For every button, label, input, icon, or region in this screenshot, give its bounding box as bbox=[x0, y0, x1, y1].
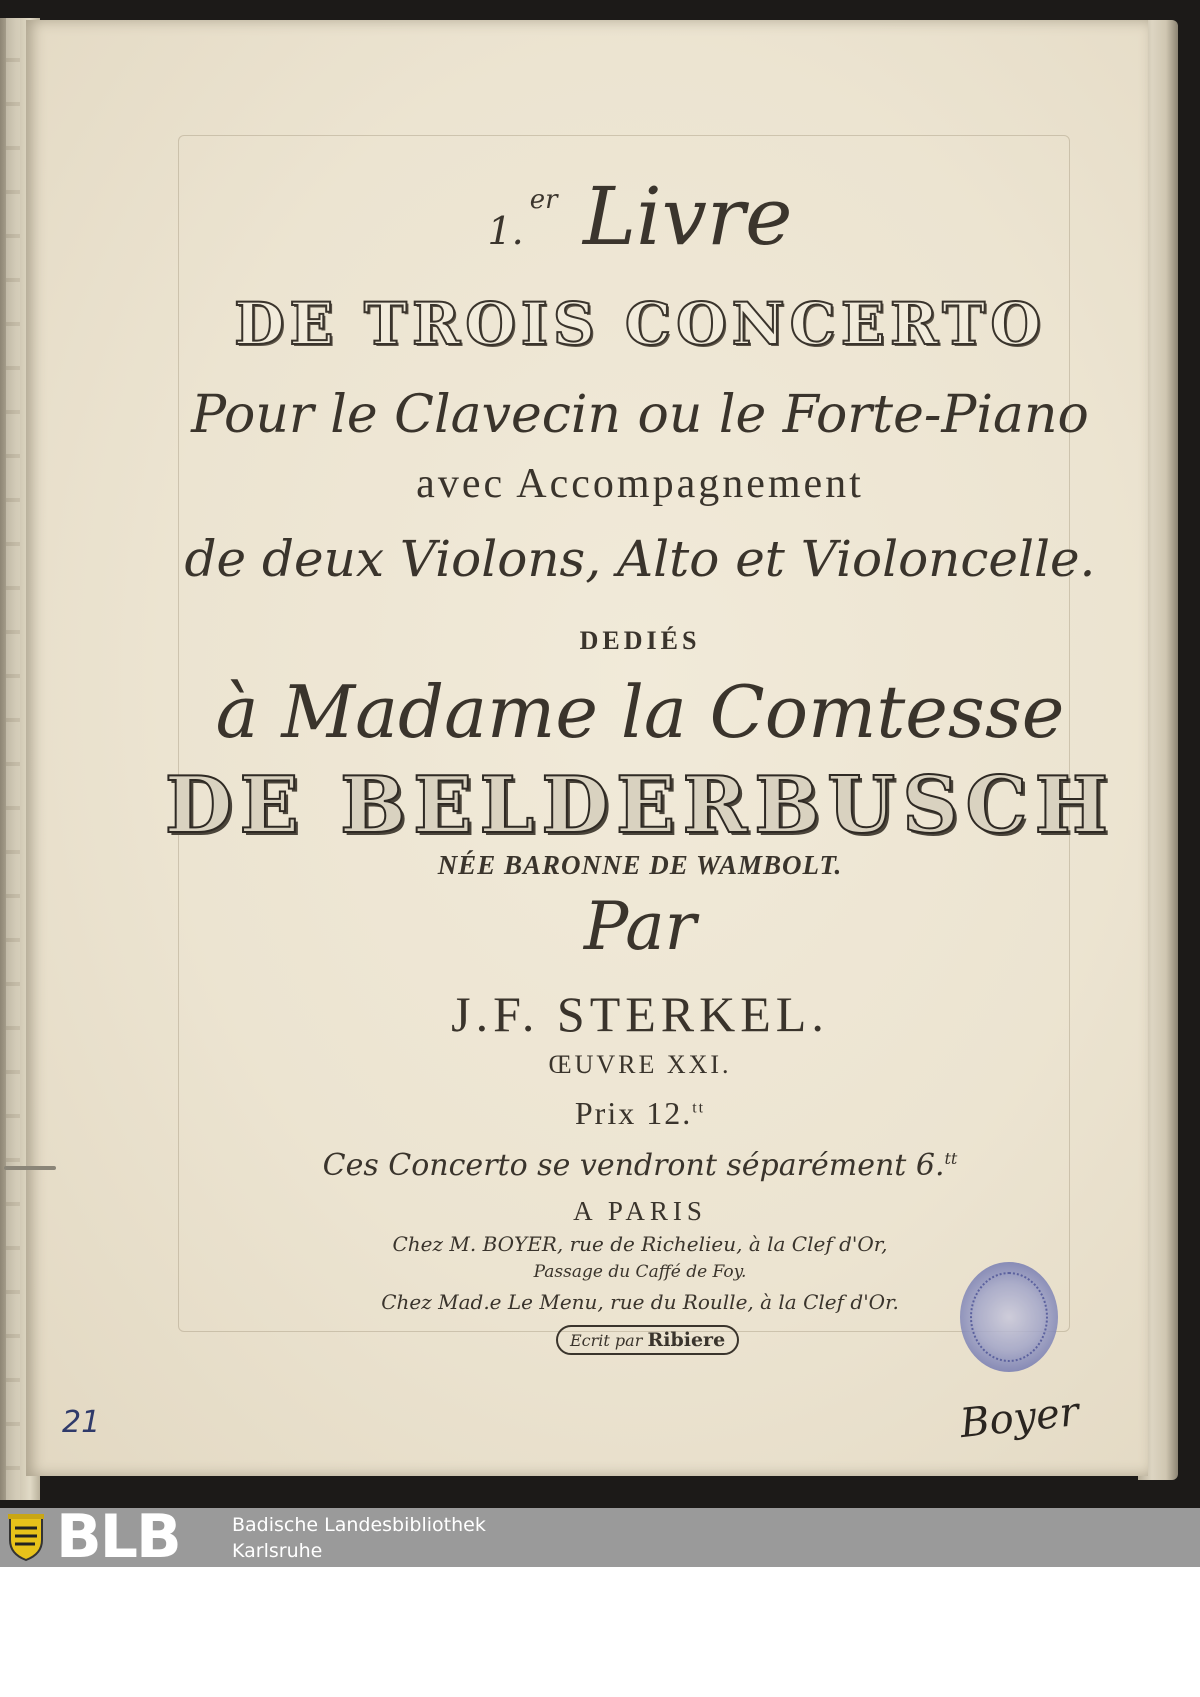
dedicatee-birth-name: NÉE BARONNE DE WAMBOLT. bbox=[437, 850, 843, 880]
accompaniment-line: avec Accompagnement bbox=[416, 461, 864, 507]
separate-sale-line: Ces Concerto se vendront séparément 6.$^{tt}$ bbox=[322, 1148, 958, 1183]
coat-of-arms-icon bbox=[6, 1514, 46, 1562]
by-label: Par bbox=[583, 888, 697, 965]
publisher-address-3: Chez Mad.e Le Menu, rue du Roulle, à la Clef d'Or. bbox=[381, 1290, 899, 1314]
engraver-cartouche: Ecrit par Ribiere bbox=[556, 1325, 739, 1355]
library-name-line2: Karlsruhe bbox=[232, 1540, 323, 1562]
instrument-line: Pour le Clavecin ou le Forte-Piano bbox=[191, 385, 1089, 445]
city-line: A PARIS bbox=[573, 1196, 707, 1226]
handwritten-signature: Boyer bbox=[957, 1388, 1081, 1448]
binding-pin bbox=[0, 1160, 60, 1176]
left-page-fold bbox=[6, 18, 20, 1500]
publisher-address-1: Chez M. BOYER, rue de Richelieu, à la Clef d'Or, bbox=[392, 1232, 888, 1256]
dedication-label: DEDIÉS bbox=[579, 626, 701, 655]
price-line: Prix 12.$^{tt}$ bbox=[574, 1095, 706, 1131]
blb-logo: BLB bbox=[56, 1502, 180, 1572]
library-footer-bar bbox=[0, 1502, 1200, 1572]
strings-line: de deux Violons, Alto et Violoncelle. bbox=[184, 530, 1096, 588]
composer-name: J.F. STERKEL. bbox=[451, 986, 829, 1042]
handwritten-page-number: 21 bbox=[62, 1405, 101, 1440]
dedicatee-line: à Madame la Comtesse bbox=[215, 670, 1065, 754]
concerto-heading: DE TROIS CONCERTO bbox=[234, 290, 1046, 358]
library-stamp bbox=[960, 1262, 1058, 1372]
livre-heading: 1.$^{er}$ Livre bbox=[487, 170, 793, 263]
library-name-line1: Badische Landesbibliothek bbox=[232, 1514, 486, 1536]
publisher-address-2: Passage du Caffé de Foy. bbox=[533, 1262, 747, 1282]
opus-number: ŒUVRE XXI. bbox=[548, 1050, 732, 1079]
dedicatee-name: DE BELDERBUSCH bbox=[164, 760, 1116, 851]
library-name bbox=[232, 1512, 486, 1564]
